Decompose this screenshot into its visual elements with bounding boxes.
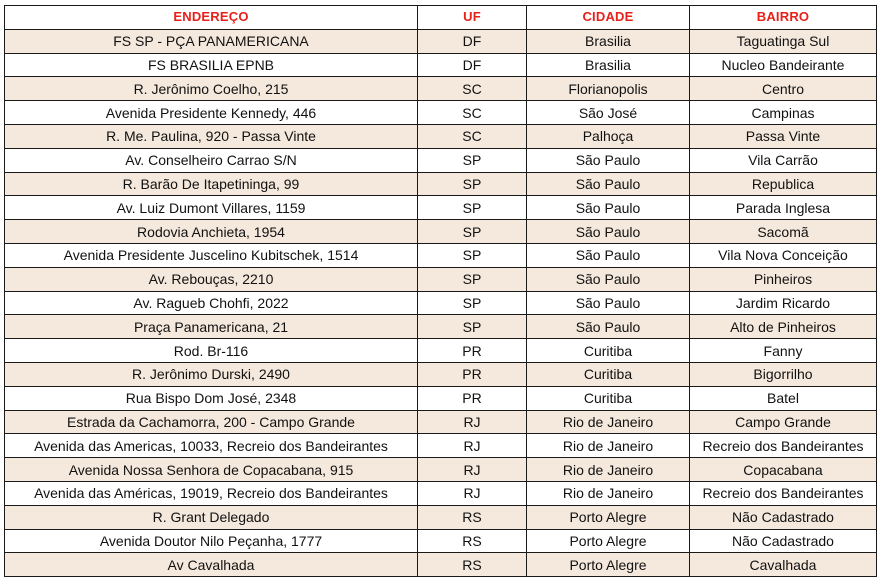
table-row <box>5 267 877 291</box>
cell-bairro: Batel <box>690 386 877 410</box>
cell-cidade: São Paulo <box>527 315 690 339</box>
cell-cidade: Rio de Janeiro <box>527 458 690 482</box>
table-row <box>5 29 877 53</box>
cell-bairro: Pinheiros <box>690 267 877 291</box>
cell-endereco: Avenida Doutor Nilo Peçanha, 1777 <box>5 529 418 553</box>
table-row <box>5 172 877 196</box>
cell-endereco: Av. Conselheiro Carrao S/N <box>5 148 418 172</box>
cell-bairro: Sacomã <box>690 220 877 244</box>
table-body <box>5 29 877 576</box>
cell-cidade: Porto Alegre <box>527 529 690 553</box>
cell-endereco: Avenida das Américas, 19019, Recreio dos Bandeirantes <box>5 481 418 505</box>
cell-uf: SP <box>418 172 527 196</box>
cell-endereco: Av Cavalhada <box>5 553 418 577</box>
cell-bairro: Taguatinga Sul <box>690 29 877 53</box>
cell-uf: RS <box>418 553 527 577</box>
cell-cidade: Porto Alegre <box>527 553 690 577</box>
table-row <box>5 148 877 172</box>
cell-bairro: Cavalhada <box>690 553 877 577</box>
cell-bairro: Recreio dos Bandeirantes <box>690 434 877 458</box>
table-row <box>5 77 877 101</box>
table-row <box>5 101 877 125</box>
cell-endereco: Rua Bispo Dom José, 2348 <box>5 386 418 410</box>
table-row <box>5 124 877 148</box>
cell-cidade: Rio de Janeiro <box>527 434 690 458</box>
cell-uf: SP <box>418 267 527 291</box>
table-row <box>5 386 877 410</box>
cell-bairro: Vila Nova Conceição <box>690 243 877 267</box>
cell-endereco: FS BRASILIA EPNB <box>5 53 418 77</box>
cell-uf: SP <box>418 243 527 267</box>
table-row <box>5 458 877 482</box>
header-uf: UF <box>418 6 527 30</box>
header-bairro: BAIRRO <box>690 6 877 30</box>
cell-bairro: Centro <box>690 77 877 101</box>
cell-uf: RJ <box>418 481 527 505</box>
cell-uf: RJ <box>418 410 527 434</box>
table-row <box>5 481 877 505</box>
cell-uf: SC <box>418 101 527 125</box>
cell-uf: SP <box>418 220 527 244</box>
cell-cidade: Rio de Janeiro <box>527 481 690 505</box>
cell-uf: RJ <box>418 458 527 482</box>
cell-bairro: Alto de Pinheiros <box>690 315 877 339</box>
cell-uf: PR <box>418 339 527 363</box>
cell-endereco: R. Me. Paulina, 920 - Passa Vinte <box>5 124 418 148</box>
header-row <box>5 6 877 30</box>
cell-endereco: R. Jerônimo Durski, 2490 <box>5 362 418 386</box>
table-row <box>5 196 877 220</box>
cell-uf: SP <box>418 148 527 172</box>
table-row <box>5 291 877 315</box>
cell-uf: DF <box>418 53 527 77</box>
cell-endereco: Rodovia Anchieta, 1954 <box>5 220 418 244</box>
cell-uf: SP <box>418 291 527 315</box>
cell-bairro: Republica <box>690 172 877 196</box>
table-row <box>5 410 877 434</box>
cell-uf: RJ <box>418 434 527 458</box>
table-header <box>5 6 877 30</box>
cell-bairro: Jardim Ricardo <box>690 291 877 315</box>
cell-endereco: Avenida Nossa Senhora de Copacabana, 915 <box>5 458 418 482</box>
cell-endereco: Av. Rebouças, 2210 <box>5 267 418 291</box>
header-cidade: CIDADE <box>527 6 690 30</box>
table-row <box>5 362 877 386</box>
cell-cidade: Brasilia <box>527 29 690 53</box>
cell-bairro: Fanny <box>690 339 877 363</box>
address-table <box>4 5 877 577</box>
cell-cidade: Curitiba <box>527 386 690 410</box>
cell-cidade: Rio de Janeiro <box>527 410 690 434</box>
cell-endereco: Avenida Presidente Juscelino Kubitschek, 1514 <box>5 243 418 267</box>
cell-uf: PR <box>418 386 527 410</box>
cell-bairro: Não Cadastrado <box>690 505 877 529</box>
cell-endereco: Praça Panamericana, 21 <box>5 315 418 339</box>
cell-cidade: Curitiba <box>527 362 690 386</box>
cell-bairro: Passa Vinte <box>690 124 877 148</box>
cell-endereco: R. Barão De Itapetininga, 99 <box>5 172 418 196</box>
cell-uf: SP <box>418 315 527 339</box>
cell-cidade: São José <box>527 101 690 125</box>
cell-cidade: São Paulo <box>527 172 690 196</box>
cell-cidade: São Paulo <box>527 220 690 244</box>
cell-endereco: Avenida das Americas, 10033, Recreio dos Bandeirantes <box>5 434 418 458</box>
cell-endereco: Estrada da Cachamorra, 200 - Campo Grande <box>5 410 418 434</box>
cell-cidade: São Paulo <box>527 291 690 315</box>
table-row <box>5 53 877 77</box>
table-row <box>5 315 877 339</box>
table-row <box>5 553 877 577</box>
cell-bairro: Campo Grande <box>690 410 877 434</box>
cell-endereco: Avenida Presidente Kennedy, 446 <box>5 101 418 125</box>
cell-cidade: Porto Alegre <box>527 505 690 529</box>
cell-cidade: São Paulo <box>527 148 690 172</box>
table-row <box>5 243 877 267</box>
cell-bairro: Campinas <box>690 101 877 125</box>
cell-uf: SP <box>418 196 527 220</box>
cell-cidade: São Paulo <box>527 196 690 220</box>
cell-cidade: Palhoça <box>527 124 690 148</box>
table-row <box>5 220 877 244</box>
header-endereco: ENDEREÇO <box>5 6 418 30</box>
cell-cidade: Florianopolis <box>527 77 690 101</box>
cell-bairro: Bigorrilho <box>690 362 877 386</box>
cell-cidade: São Paulo <box>527 243 690 267</box>
cell-endereco: Rod. Br-116 <box>5 339 418 363</box>
cell-endereco: R. Jerônimo Coelho, 215 <box>5 77 418 101</box>
table-row <box>5 505 877 529</box>
cell-bairro: Vila Carrão <box>690 148 877 172</box>
cell-endereco: Av. Ragueb Chohfi, 2022 <box>5 291 418 315</box>
cell-bairro: Copacabana <box>690 458 877 482</box>
cell-uf: SC <box>418 77 527 101</box>
cell-bairro: Não Cadastrado <box>690 529 877 553</box>
cell-cidade: São Paulo <box>527 267 690 291</box>
cell-uf: RS <box>418 529 527 553</box>
cell-cidade: Brasilia <box>527 53 690 77</box>
cell-uf: PR <box>418 362 527 386</box>
cell-endereco: R. Grant Delegado <box>5 505 418 529</box>
table-row <box>5 529 877 553</box>
cell-bairro: Parada Inglesa <box>690 196 877 220</box>
cell-uf: DF <box>418 29 527 53</box>
cell-endereco: FS SP - PÇA PANAMERICANA <box>5 29 418 53</box>
cell-bairro: Nucleo Bandeirante <box>690 53 877 77</box>
cell-endereco: Av. Luiz Dumont Villares, 1159 <box>5 196 418 220</box>
table-row <box>5 339 877 363</box>
cell-uf: RS <box>418 505 527 529</box>
cell-uf: SC <box>418 124 527 148</box>
table-row <box>5 434 877 458</box>
cell-cidade: Curitiba <box>527 339 690 363</box>
cell-bairro: Recreio dos Bandeirantes <box>690 481 877 505</box>
